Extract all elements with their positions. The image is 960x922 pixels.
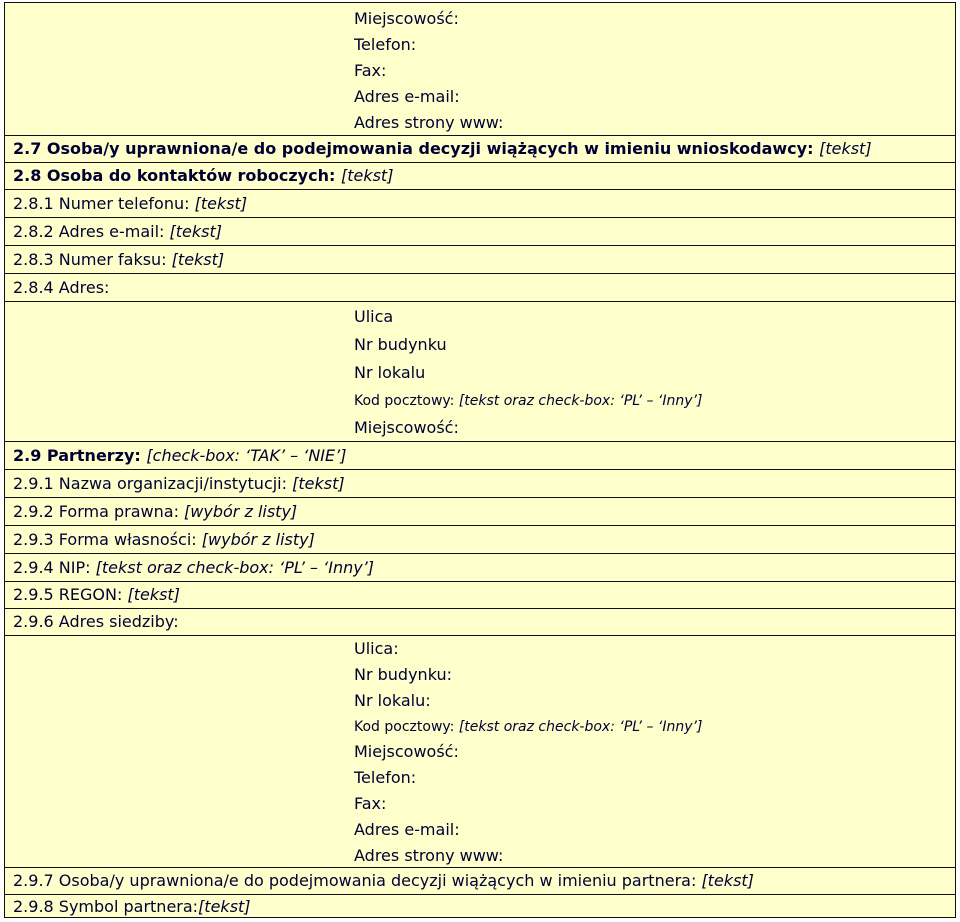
section-2-9-3-hint: [wybór z listy]	[201, 530, 315, 549]
addr2-miejscowosc: Miejscowość:	[354, 742, 459, 761]
section-2-9	[4, 441, 956, 469]
section-2-9-3-label: 2.9.3 Forma własności:	[13, 530, 197, 549]
field-miejscowosc: Miejscowość:	[354, 9, 459, 28]
section-2-9-2-label: 2.9.2 Forma prawna:	[13, 502, 179, 521]
section-2-9-7-label: 2.9.7 Osoba/y uprawniona/e do podejmowania decyzji wiążących w imieniu partnera:	[13, 871, 697, 890]
partner-address-block	[4, 635, 956, 867]
field-email: Adres e-mail:	[354, 87, 460, 106]
addr2-kod-label: Kod pocztowy:	[354, 719, 455, 735]
addr1-nr-budynku: Nr budynku	[354, 335, 447, 354]
section-2-9-4-label: 2.9.4 NIP:	[13, 558, 91, 577]
section-2-9-6-label: 2.9.6 Adres siedziby:	[13, 612, 179, 631]
section-2-9-6	[4, 608, 956, 635]
addr1-kod-hint: [tekst oraz check-box: ‘PL’ – ‘Inny’]	[458, 393, 703, 409]
section-2-7-hint: [tekst]	[819, 139, 872, 158]
addr1-nr-lokalu: Nr lokalu	[354, 363, 426, 382]
section-2-8-label: 2.8 Osoba do kontaktów roboczych:	[13, 166, 336, 185]
section-2-7	[4, 135, 956, 162]
addr1-ulica: Ulica	[354, 307, 394, 326]
section-2-9-label: 2.9 Partnerzy:	[13, 446, 141, 465]
section-2-9-5-hint: [tekst]	[127, 585, 180, 604]
addr2-nr-budynku: Nr budynku:	[354, 665, 452, 684]
section-2-9-hint: [check-box: ‘TAK’ – ‘NIE’]	[146, 446, 347, 465]
contact-address-block	[4, 301, 956, 441]
section-2-9-4	[4, 553, 956, 581]
section-2-8-3-label: 2.8.3 Numer faksu:	[13, 250, 167, 269]
field-telefon: Telefon:	[354, 35, 417, 54]
section-2-9-5-label: 2.9.5 REGON:	[13, 585, 123, 604]
section-2-9-2-hint: [wybór z listy]	[184, 502, 298, 521]
addr2-www: Adres strony www:	[354, 846, 504, 865]
addr1-miejscowosc: Miejscowość:	[354, 418, 459, 437]
addr2-email: Adres e-mail:	[354, 820, 460, 839]
section-2-9-1	[4, 469, 956, 497]
section-2-8-3	[4, 245, 956, 273]
field-fax: Fax:	[354, 61, 387, 80]
addr2-nr-lokalu: Nr lokalu:	[354, 691, 431, 710]
section-2-8-1-label: 2.8.1 Numer telefonu:	[13, 194, 190, 213]
section-2-9-1-hint: [tekst]	[292, 474, 345, 493]
section-2-9-8-hint: [tekst]	[198, 897, 251, 916]
addr1-kod-label: Kod pocztowy:	[354, 393, 455, 409]
section-2-8-2	[4, 217, 956, 245]
section-2-9-5	[4, 581, 956, 608]
section-2-9-7	[4, 867, 956, 894]
section-2-8-2-label: 2.8.2 Adres e-mail:	[13, 222, 165, 241]
section-2-8-1	[4, 189, 956, 217]
section-2-8	[4, 162, 956, 189]
section-2-9-4-hint: [tekst oraz check-box: ‘PL’ – ‘Inny’]	[95, 558, 375, 577]
section-2-9-7-hint: [tekst]	[701, 871, 754, 890]
field-www: Adres strony www:	[354, 113, 504, 132]
section-2-8-1-hint: [tekst]	[194, 194, 248, 213]
section-2-8-2-hint: [tekst]	[169, 222, 222, 241]
addr2-telefon: Telefon:	[354, 768, 417, 787]
section-2-8-4	[4, 273, 956, 301]
section-2-8-hint: [tekst]	[340, 166, 394, 185]
top-address-block	[4, 6, 956, 134]
section-2-9-8-label: 2.9.8 Symbol partnera:	[13, 897, 199, 916]
section-2-9-1-label: 2.9.1 Nazwa organizacji/instytucji:	[13, 474, 288, 493]
section-2-7-label: 2.7 Osoba/y uprawniona/e do podejmowania decyzji wiążących w imieniu wnioskodawcy:	[13, 139, 814, 158]
section-2-8-4-label: 2.8.4 Adres:	[13, 278, 110, 297]
section-2-9-3	[4, 525, 956, 553]
section-2-9-8	[4, 894, 956, 918]
section-2-9-2	[4, 497, 956, 525]
addr2-kod-hint: [tekst oraz check-box: ‘PL’ – ‘Inny’]	[458, 719, 703, 735]
addr2-fax: Fax:	[354, 794, 387, 813]
section-2-8-3-hint: [tekst]	[171, 250, 225, 269]
addr2-ulica: Ulica:	[354, 639, 399, 658]
